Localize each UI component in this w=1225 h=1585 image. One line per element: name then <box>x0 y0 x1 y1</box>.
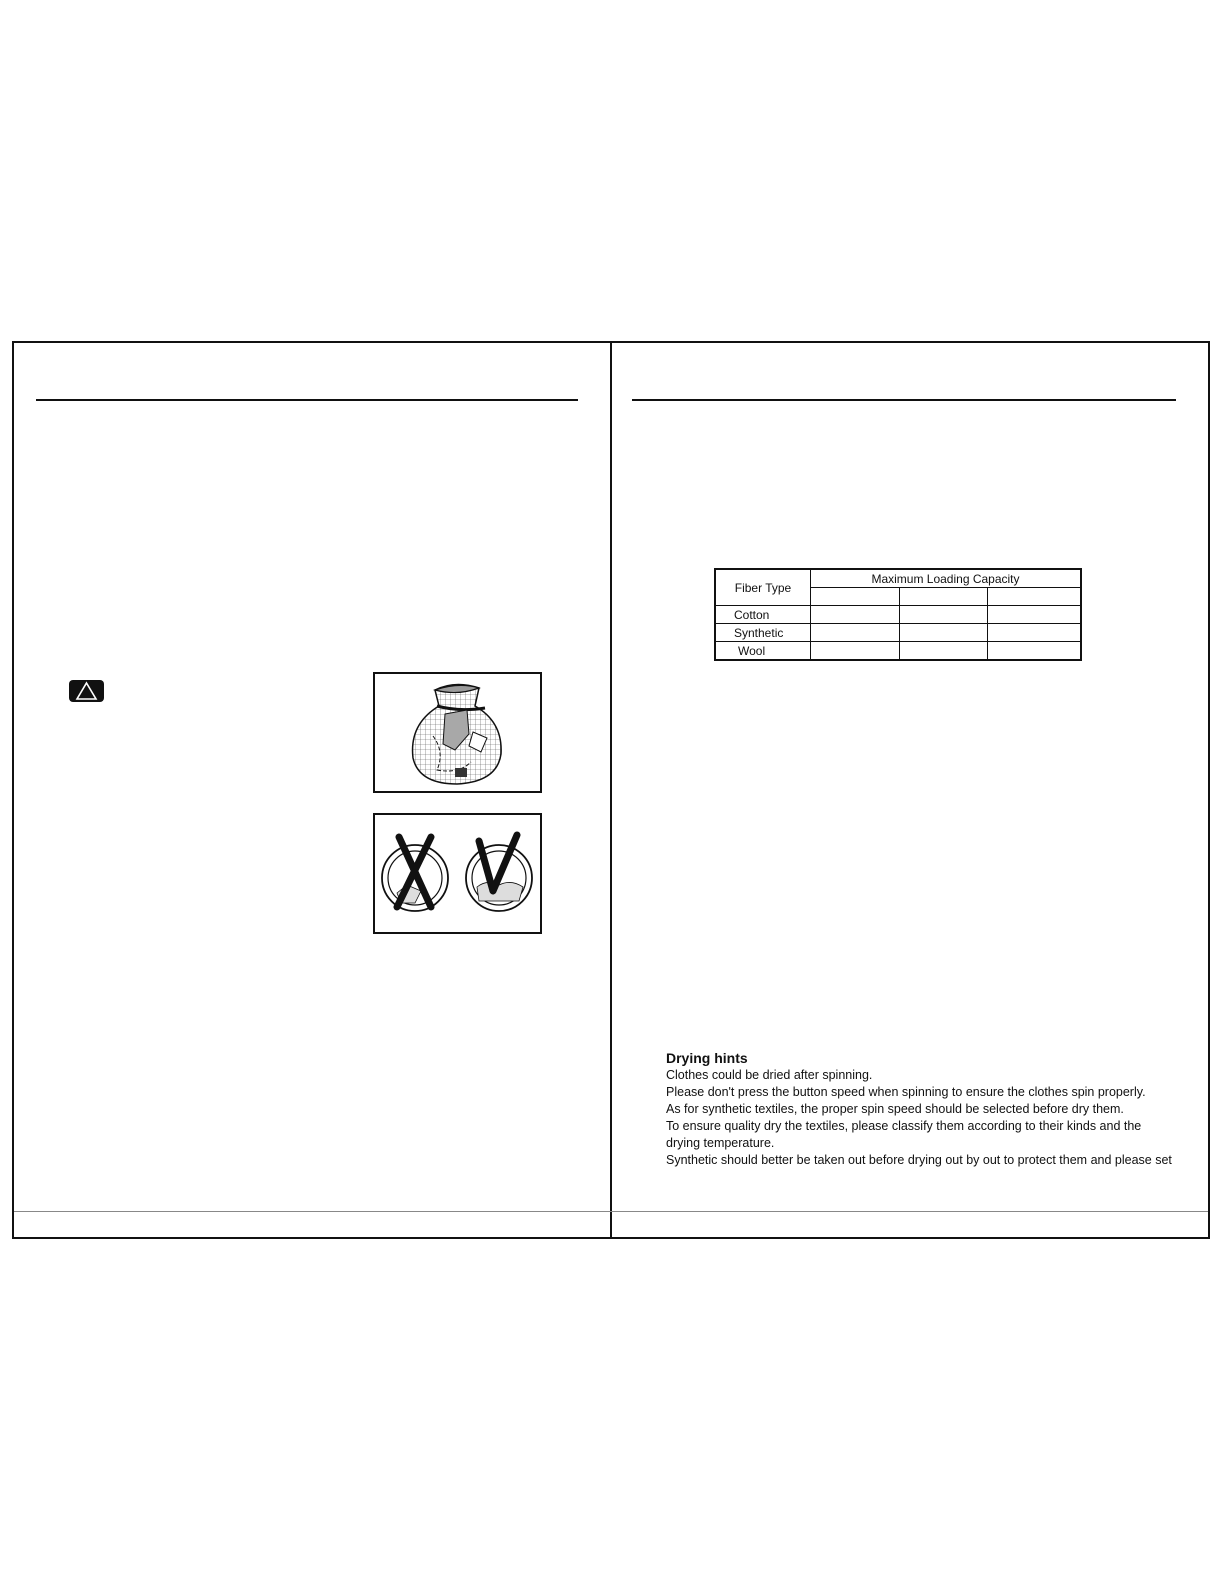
drum-load-icon <box>375 815 540 932</box>
left-page-header-rule <box>36 399 578 401</box>
table-cell <box>988 606 1082 624</box>
table-cell <box>811 624 900 642</box>
hint-line: Clothes could be dried after spinning. <box>666 1068 873 1082</box>
table-cell <box>899 642 988 661</box>
drying-hints-title: Drying hints <box>666 1050 748 1066</box>
hint-line: To ensure quality dry the textiles, please classify them according to their kinds and the <box>666 1119 1142 1133</box>
table-cell <box>811 642 900 661</box>
hint-line: Synthetic should better be taken out before drying out by out to protect them and please set <box>666 1153 1172 1167</box>
table-cell <box>899 588 988 606</box>
table-cell <box>988 642 1082 661</box>
laundry-bag-icon <box>375 674 540 791</box>
row-label-cotton: Cotton <box>715 606 811 624</box>
footer-rule <box>14 1211 1208 1212</box>
laundry-bag-figure <box>373 672 542 793</box>
table-row <box>715 624 1081 642</box>
table-row <box>715 606 1081 624</box>
table-cell <box>811 606 900 624</box>
table-cell <box>899 624 988 642</box>
page-gutter <box>610 343 612 1237</box>
hint-line: drying temperature. <box>666 1136 775 1150</box>
table-cell <box>988 624 1082 642</box>
right-page-header-rule <box>632 399 1176 401</box>
capacity-header: Maximum Loading Capacity <box>811 569 1082 588</box>
warning-triangle-icon <box>69 680 104 702</box>
row-label-synthetic: Synthetic <box>715 624 811 642</box>
drum-load-figure <box>373 813 542 934</box>
table-cell <box>811 588 900 606</box>
table-header-row <box>715 569 1081 588</box>
table-cell <box>899 606 988 624</box>
loading-capacity-table <box>714 568 1082 661</box>
table-row <box>715 642 1081 661</box>
hint-line: Please don't press the button speed when spinning to ensure the clothes spin properly. <box>666 1085 1146 1099</box>
row-label-wool: Wool <box>715 642 811 661</box>
drying-hints-section <box>666 1050 1186 1169</box>
fiber-type-header: Fiber Type <box>715 569 811 606</box>
table-cell <box>988 588 1082 606</box>
manual-spread <box>12 341 1210 1239</box>
hint-line: As for synthetic textiles, the proper spin speed should be selected before dry them. <box>666 1102 1124 1116</box>
